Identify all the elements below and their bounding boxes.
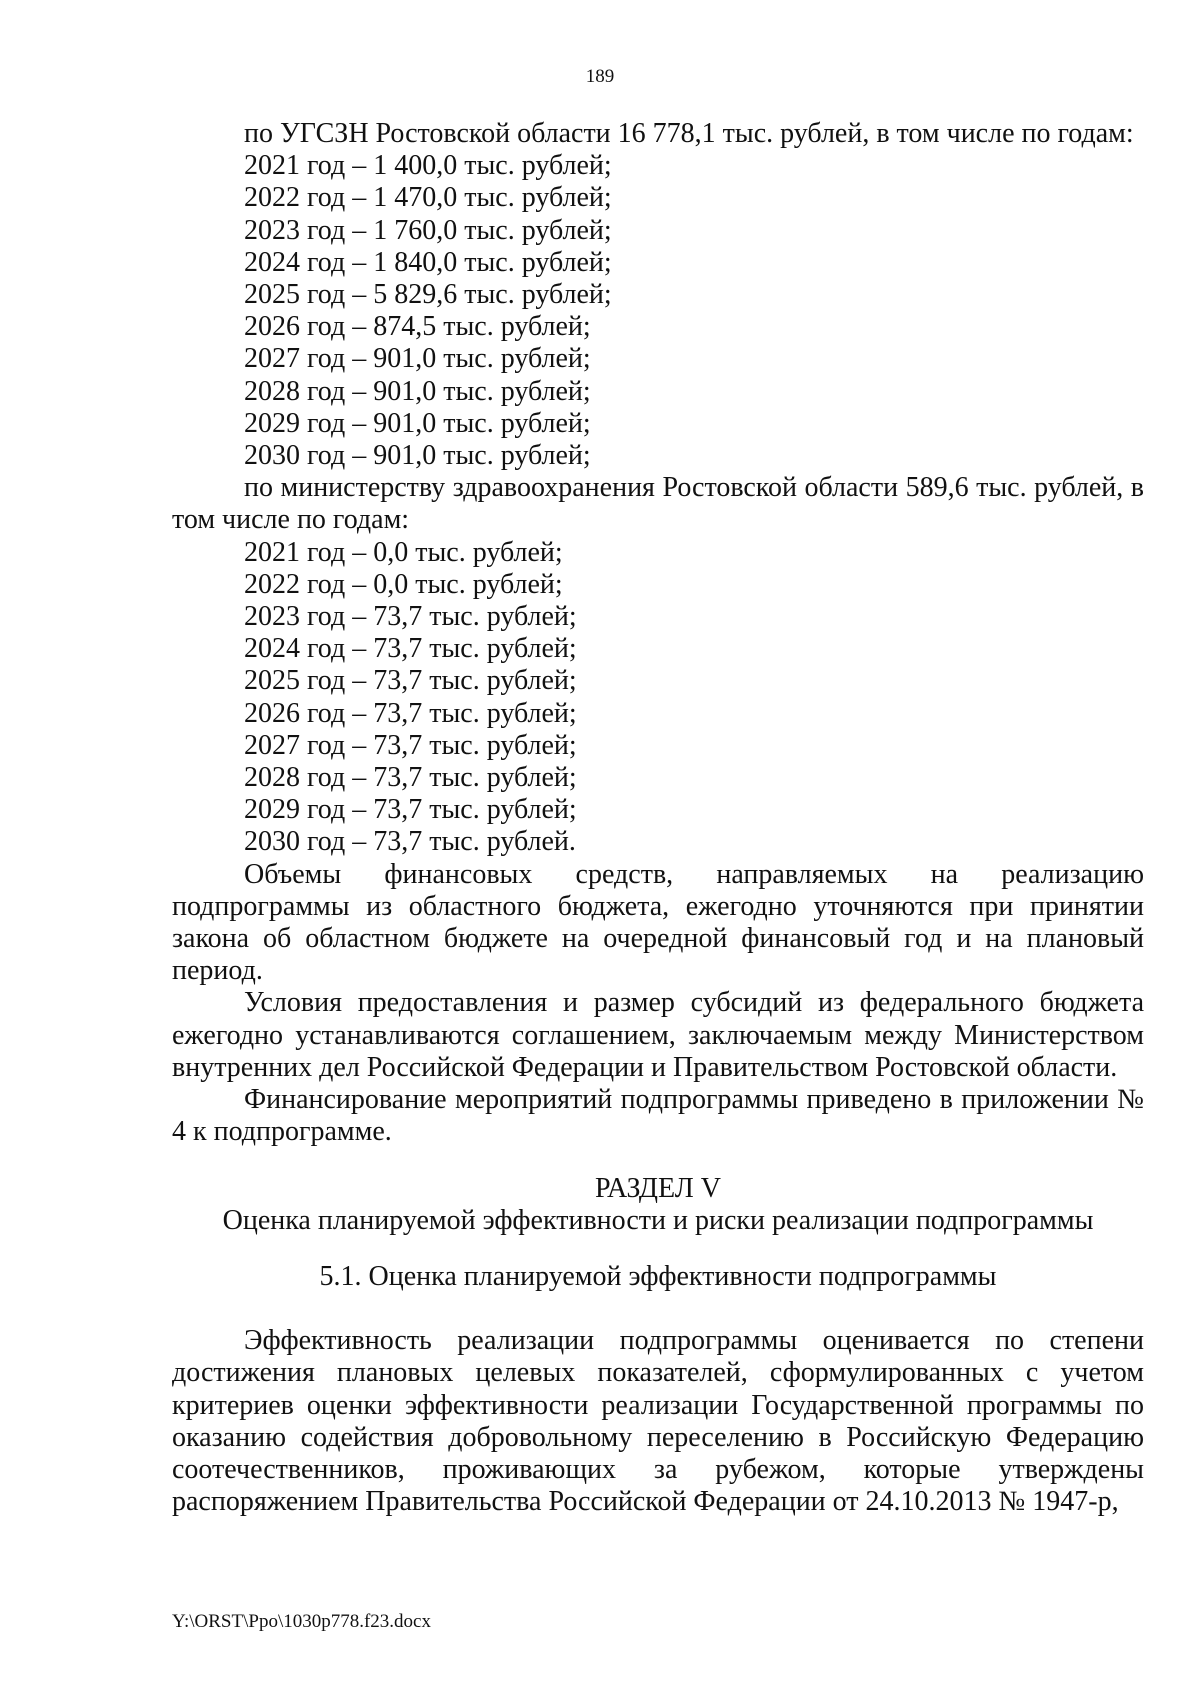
list-item: 2028 год – 73,7 тыс. рублей;: [244, 762, 577, 794]
appendix-paragraph: Финансирование мероприятий подпрограммы приведено в приложении № 4 к подпрограмме.: [172, 1084, 1144, 1148]
list-item: 2022 год – 0,0 тыс. рублей;: [244, 568, 563, 600]
list-item: 2025 год – 5 829,6 тыс. рублей;: [244, 279, 612, 311]
list-item: 2022 год – 1 470,0 тыс. рублей;: [244, 182, 612, 214]
effectiveness-paragraph: Эффективность реализации подпрограммы оценивается по степени достижения плановых целевых показателей, сформулированных с учетом критериев оценки эффективности реализации Государственной программы по оказанию содействия добровольному переселению в Российскую Федерацию соотечественников, проживающих за рубежом, которые утверждены распоряжением Правительства Российской Федерации от 24.10.2013 № 1947-р,: [172, 1325, 1144, 1518]
list-item: 2029 год – 901,0 тыс. рублей;: [244, 407, 591, 439]
list-item: 2029 год – 73,7 тыс. рублей;: [244, 794, 577, 826]
document-body: [172, 118, 1144, 1518]
list-item: 2023 год – 1 760,0 тыс. рублей;: [244, 214, 612, 246]
list-item: 2025 год – 73,7 тыс. рублей;: [244, 665, 577, 697]
list-item: 2027 год – 73,7 тыс. рублей;: [244, 729, 577, 761]
section-subtitle: Оценка планируемой эффективности и риски реализации подпрограммы: [222, 1204, 1094, 1236]
list-item: 2027 год – 901,0 тыс. рублей;: [244, 343, 591, 375]
ugszn-year-list: [172, 150, 1144, 472]
section-title: РАЗДЕЛ V: [595, 1172, 721, 1204]
list-item: 2023 год – 73,7 тыс. рублей;: [244, 601, 577, 633]
subsection-title: 5.1. Оценка планируемой эффективности подпрограммы: [319, 1260, 997, 1292]
list-item: 2026 год – 73,7 тыс. рублей;: [244, 697, 577, 729]
list-item: 2021 год – 1 400,0 тыс. рублей;: [244, 150, 612, 182]
list-item: 2030 год – 73,7 тыс. рублей.: [244, 826, 576, 858]
funding-paragraph: Объемы финансовых средств, направляемых на реализацию подпрограммы из областного бюджета, ежегодно уточняются при принятии закона об областном бюджете на очередной финансовый год и на плановый период.: [172, 858, 1144, 987]
subsidy-paragraph: Условия предоставления и размер субсидий из федерального бюджета ежегодно устанавливаются соглашением, заключаемым между Министерством внутренних дел Российской Федерации и Правительством Ростовской области.: [172, 987, 1144, 1083]
ministry-year-list: [172, 537, 1144, 859]
list-item: 2021 год – 0,0 тыс. рублей;: [244, 536, 563, 568]
list-item: 2024 год – 73,7 тыс. рублей;: [244, 633, 577, 665]
intro-line: по УГСЗН Ростовской области 16 778,1 тыс. рублей, в том числе по годам:: [244, 118, 1134, 149]
page-number: 189: [585, 66, 615, 87]
list-item: 2030 год – 901,0 тыс. рублей;: [244, 440, 591, 472]
list-item: 2024 год – 1 840,0 тыс. рублей;: [244, 246, 612, 278]
list-item: 2026 год – 874,5 тыс. рублей;: [244, 311, 591, 343]
list-item: 2028 год – 901,0 тыс. рублей;: [244, 375, 591, 407]
footer-file-path: Y:\ORST\Ppo\1030p778.f23.docx: [172, 1611, 431, 1632]
ministry-paragraph: по министерству здравоохранения Ростовской области 589,6 тыс. рублей, в том числе по годам:: [172, 472, 1144, 536]
